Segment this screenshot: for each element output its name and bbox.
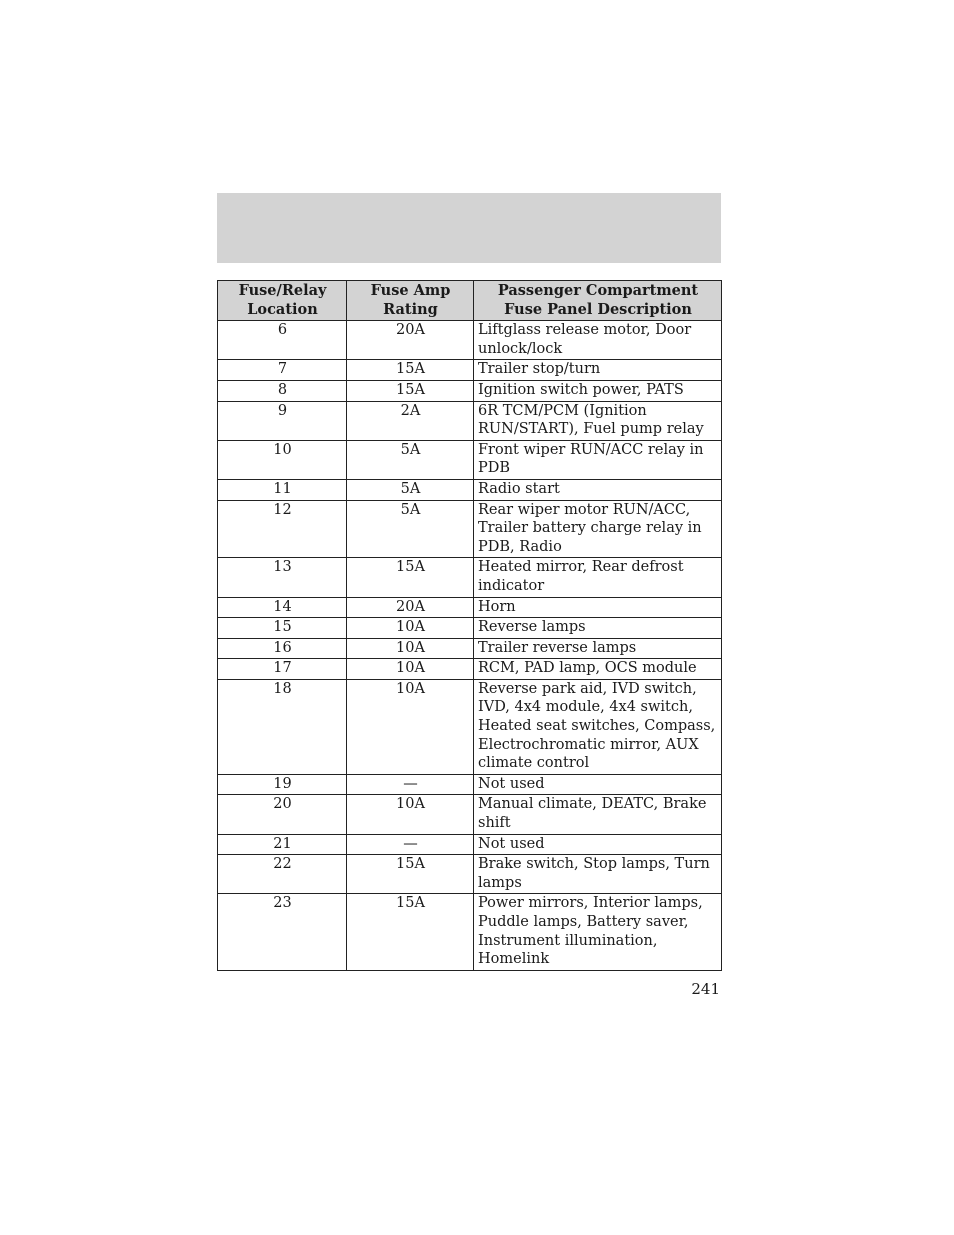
- fuse-location-cell: 13: [218, 558, 347, 597]
- table-row: [218, 679, 722, 774]
- table-row: [218, 500, 722, 558]
- fuse-rating-cell: 5A: [347, 500, 474, 558]
- fuse-description-cell: Front wiper RUN/ACC relay in PDB: [474, 440, 722, 479]
- fuse-description-cell: Heated mirror, Rear defrost indicator: [474, 558, 722, 597]
- fuse-location-cell: 18: [218, 679, 347, 774]
- fuse-rating-cell: 10A: [347, 679, 474, 774]
- table-row: [218, 659, 722, 680]
- table-row: [218, 774, 722, 795]
- fuse-description-cell: Trailer stop/turn: [474, 360, 722, 381]
- fuse-description-cell: Power mirrors, Interior lamps, Puddle lamps, Battery saver, Instrument illumination, Homelink: [474, 894, 722, 970]
- fuse-rating-cell: 10A: [347, 659, 474, 680]
- fuse-description-cell: Horn: [474, 597, 722, 618]
- fuse-description-cell: Brake switch, Stop lamps, Turn lamps: [474, 855, 722, 894]
- page-number: 241: [691, 980, 720, 998]
- fuse-location-cell: 20: [218, 795, 347, 834]
- table-row: [218, 321, 722, 360]
- table-row: [218, 380, 722, 401]
- fuse-rating-cell: 15A: [347, 360, 474, 381]
- fuse-table: [217, 280, 722, 971]
- fuse-description-cell: Rear wiper motor RUN/ACC, Trailer battery charge relay in PDB, Radio: [474, 500, 722, 558]
- table-row: [218, 795, 722, 834]
- fuse-description-cell: Manual climate, DEATC, Brake shift: [474, 795, 722, 834]
- fuse-rating-cell: 5A: [347, 479, 474, 500]
- fuse-location-cell: 17: [218, 659, 347, 680]
- fuse-description-cell: RCM, PAD lamp, OCS module: [474, 659, 722, 680]
- fuse-location-cell: 9: [218, 401, 347, 440]
- fuse-rating-cell: 10A: [347, 618, 474, 639]
- table-row: [218, 401, 722, 440]
- fuse-location-cell: 14: [218, 597, 347, 618]
- fuse-location-cell: 12: [218, 500, 347, 558]
- fuse-rating-cell: 20A: [347, 321, 474, 360]
- fuse-rating-cell: 2A: [347, 401, 474, 440]
- fuse-description-cell: 6R TCM/PCM (Ignition RUN/START), Fuel pump relay: [474, 401, 722, 440]
- fuse-description-cell: Ignition switch power, PATS: [474, 380, 722, 401]
- fuse-rating-cell: 15A: [347, 855, 474, 894]
- table-row: [218, 479, 722, 500]
- table-row: [218, 834, 722, 855]
- fuse-rating-cell: 15A: [347, 894, 474, 970]
- fuse-location-cell: 23: [218, 894, 347, 970]
- fuse-location-cell: 21: [218, 834, 347, 855]
- fuse-location-cell: 19: [218, 774, 347, 795]
- header-band: [217, 193, 721, 263]
- fuse-location-cell: 15: [218, 618, 347, 639]
- table-header-row: [218, 281, 722, 321]
- fuse-rating-cell: 20A: [347, 597, 474, 618]
- fuse-location-cell: 6: [218, 321, 347, 360]
- fuse-rating-cell: 15A: [347, 380, 474, 401]
- fuse-location-cell: 7: [218, 360, 347, 381]
- fuse-description-cell: Not used: [474, 834, 722, 855]
- table-row: [218, 894, 722, 970]
- fuse-description-cell: Trailer reverse lamps: [474, 638, 722, 659]
- fuse-location-cell: 11: [218, 479, 347, 500]
- fuse-rating-cell: —: [347, 774, 474, 795]
- fuse-description-cell: Reverse lamps: [474, 618, 722, 639]
- fuse-location-cell: 22: [218, 855, 347, 894]
- fuse-rating-cell: 10A: [347, 638, 474, 659]
- fuse-rating-cell: —: [347, 834, 474, 855]
- table-body: [218, 321, 722, 971]
- column-header-location: Fuse/Relay Location: [218, 281, 347, 321]
- table-row: [218, 597, 722, 618]
- table-row: [218, 855, 722, 894]
- table-row: [218, 618, 722, 639]
- table-row: [218, 360, 722, 381]
- fuse-location-cell: 10: [218, 440, 347, 479]
- fuse-rating-cell: 10A: [347, 795, 474, 834]
- fuse-description-cell: Radio start: [474, 479, 722, 500]
- fuse-description-cell: Not used: [474, 774, 722, 795]
- column-header-rating: Fuse Amp Rating: [347, 281, 474, 321]
- fuse-location-cell: 8: [218, 380, 347, 401]
- fuse-rating-cell: 15A: [347, 558, 474, 597]
- fuse-description-cell: Liftglass release motor, Door unlock/lock: [474, 321, 722, 360]
- table-row: [218, 638, 722, 659]
- table-row: [218, 558, 722, 597]
- fuse-description-cell: Reverse park aid, IVD switch, IVD, 4x4 module, 4x4 switch, Heated seat switches, Compass, Electrochromatic mirror, AUX climate control: [474, 679, 722, 774]
- fuse-rating-cell: 5A: [347, 440, 474, 479]
- fuse-location-cell: 16: [218, 638, 347, 659]
- column-header-description: Passenger Compartment Fuse Panel Description: [474, 281, 722, 321]
- table-row: [218, 440, 722, 479]
